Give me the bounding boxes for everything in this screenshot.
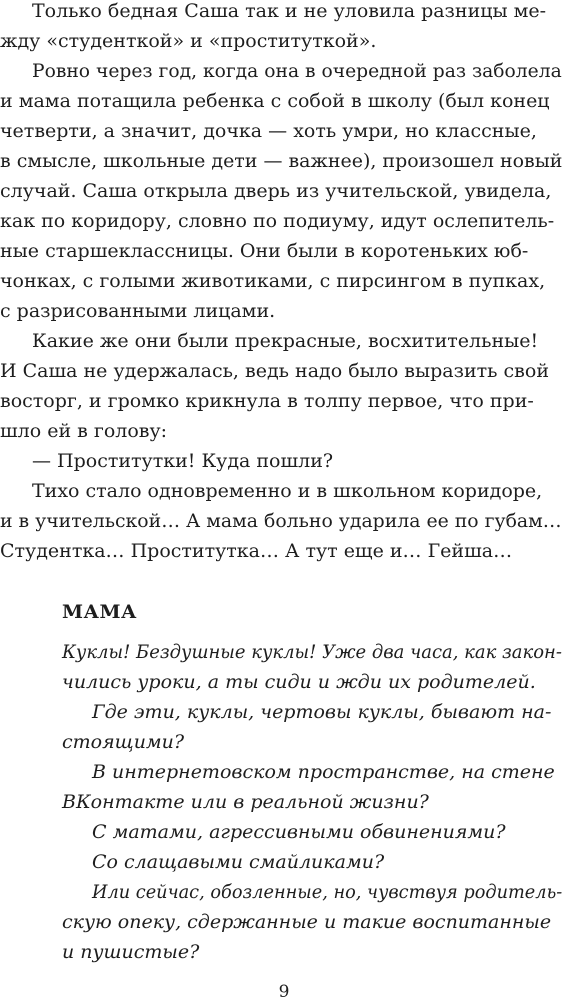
prose-line: И Саша не удержалась, ведь надо было выразить свой	[0, 360, 549, 382]
poem-line: В интернетовском пространстве, на стене	[92, 761, 555, 783]
prose-line: Какие же они были прекрасные, восхитительные!	[32, 330, 539, 352]
poem-line: скую опеку, сдержанные и такие воспитанные	[62, 911, 552, 933]
prose-line: и в учительской… А мама больно ударила ее по губам…	[0, 510, 562, 532]
prose-line: с разрисованными лицами.	[0, 300, 276, 322]
prose-line: случай. Саша открыла дверь из учительской, увидела,	[0, 180, 552, 202]
prose-line: Ровно через год, когда она в очередной раз заболела	[32, 60, 562, 82]
prose-line: Студентка… Проститутка… А тут еще и… Гейша…	[0, 540, 513, 562]
page-number: 9	[278, 982, 290, 1002]
poem-line: Где эти, куклы, чертовы куклы, бывают на-	[92, 701, 552, 723]
section-heading: МАМА	[62, 601, 138, 623]
prose-line: и мама потащила ребенка с собой в школу (был конец	[0, 90, 550, 112]
poem-line: ВКонтакте или в реальной жизни?	[62, 791, 429, 813]
prose-line: как по коридору, словно по подиуму, идут ослепитель-	[0, 210, 555, 232]
prose-line: жду «студенткой» и «проституткой».	[0, 30, 377, 52]
prose-line: восторг, и громко крикнула в толпу первое, что при-	[0, 390, 534, 412]
prose-line: четверти, а значит, дочка — хоть умри, но классные,	[0, 120, 537, 142]
dialogue-line: — Проститутки! Куда пошли?	[32, 450, 334, 472]
poem-line: Куклы! Бездушные куклы! Уже два часа, как закон-	[62, 641, 562, 663]
prose-line: Только бедная Саша так и не уловила разницы ме-	[32, 0, 547, 22]
poem-line: С матами, агрессивными обвинениями?	[92, 821, 506, 843]
poem-line: Или сейчас, обозленные, но, чувствуя родитель-	[92, 881, 563, 903]
prose-line: в смысле, школьные дети — важнее), произошел новый	[0, 150, 563, 172]
poem-line: и пушистые?	[62, 941, 200, 963]
poem-line: стоящими?	[62, 731, 185, 753]
prose-line: чонках, с голыми животиками, с пирсингом в пупках,	[0, 270, 546, 292]
prose-line: шло ей в голову:	[0, 420, 168, 442]
prose-line: ные старшеклассницы. Они были в коротеньких юб-	[0, 240, 529, 262]
prose-line: Тихо стало одновременно и в школьном коридоре,	[32, 480, 543, 502]
poem-line: Со слащавыми смайликами?	[92, 851, 385, 873]
poem-line: чились уроки, а ты сиди и жди их родителей.	[62, 671, 536, 693]
